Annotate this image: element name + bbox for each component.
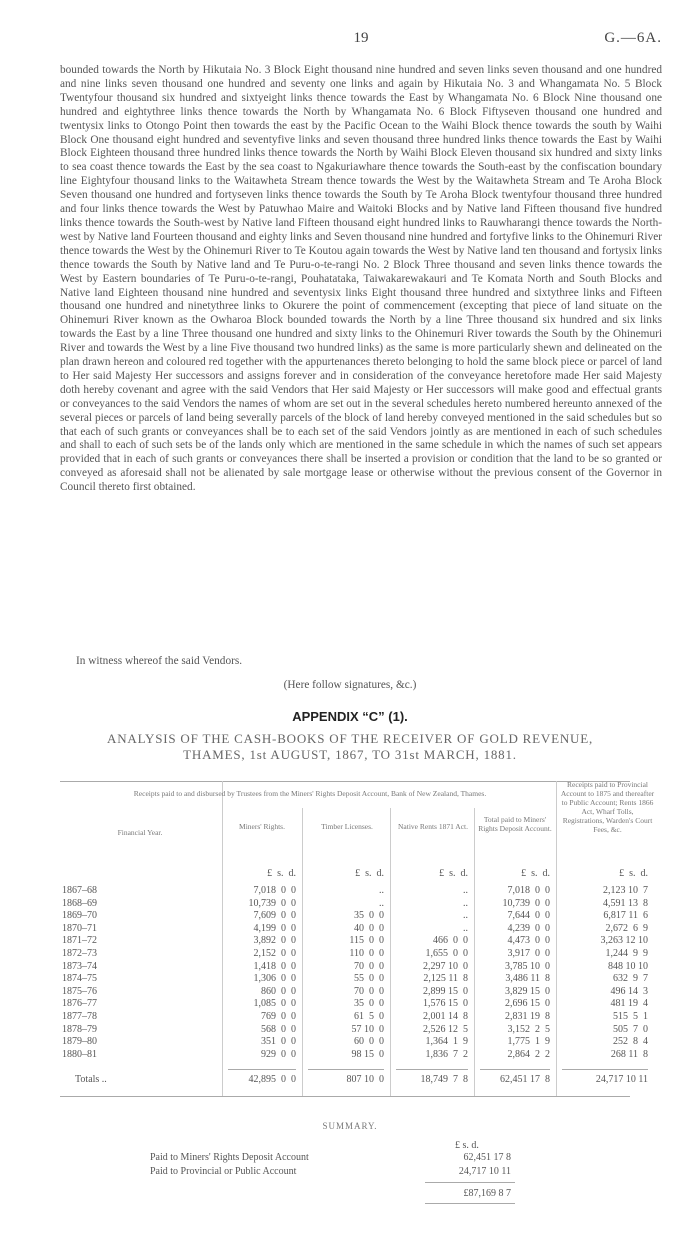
year-cell: 1874–75 [62, 973, 97, 985]
native-cell: .. [463, 897, 468, 909]
timber-cell: 57 10 0 [351, 1023, 384, 1035]
provincial-cell: 515 5 1 [613, 1011, 648, 1022]
timber-cell: 110 0 0 [349, 948, 384, 959]
deed-paragraph: bounded towards the North by Hikutaia No. 3 Block Eight thousand nine hundred and seven links seven thousand and one hundred and nine links seven thousand one hundred and seventy one links and again by Hikutaia No. 3 and Whangamata No. 5 Block Twentyfour thousand six hundred and sixtyeight links thence towards the East by Whangamata No. 6 Block Nine thousand one hundred and eightythree links thence towards the North by Whangamata No. 6 Block Fiftyseven thousand one hundred and twentysix links to Otongo Point then towards the east by the Pacific Ocean to the Waihi Block thence towards the south by Waihi Block One thousand eight hundred and seventyfive links and seven thousand three hundred links thence towards the East by Waihi Block Eighteen thousand three hundred links thence towards the North by Waihi Block Eleven thousand six hundred and sixty links to sea coast thence towards the East by the sea coast to Ngakuriawhare thence towards the South-east by the confiscation boundary line Eightyfour thousand links to the Waitawheta Stream thence towards the West by the Waitawheta Stream and Te Aroha Block Seven thousand one hundred and fortyseven links thence towards the South by Te Aroha Block twentyfour thousand three hundred and four links thence towards the West by Patuwhao Maire and Waitoki Blocks and by Native land Fifteen thousand five hundred links thence towards the South-west by Native land Fifteen thousand eight hundred links to Rauwharangi thence towards the North-west by Native land Fourteen thousand and eighty links and Seven thousand nine hundred and fortyfive links to the Ohinemuri River thence towards the West by the Ohinemuri River to Te Koutou again towards the West by Native land ten thousand and fortysix links thence towards the South by Native land and Te Puru-o-te-rangi No. 2 Block Three thousand and seven links thence towards the West by Eastern boundaries of Te Puru-o-te-rangi, Pouhatataka, Taiwakarewakauri and Te Komata North and South Blocks and Native land Eighteen thousand nine hundred and seventysix links Eight thousand three hundred and sixtythree links and Fifteen thousand one hundred and ninetythree links to Okurere the point of commencement (excepting that piece of land situate on the Ohinemuri River known as the Owharoa Block bounded towards the North by a line Three thousand six hundred and six links towards the East by a line Three thousand one hundred and sixty links to the Ohinemuri River towards the South by the Ohinemuri River and towards the West by a line Five thousand two hundred links) as the same is more particularly shewn and delineated on the plan drawn hereon and coloured red together with the appurtenances thereto belonging to hold the same block piece or parcel of land to Her said Majesty Her successors and assigns forever and in consideration of the conveyance heretofore made Her said Majesty doth hereby covenant and agree with the said Vendors that Her said Majesty or Her successors will make good and effectual grants or conveyances to the said Vendors the names of whom are set out in the several schedules hereto numbered hereunto annexed of the several pieces or parcels of land being severally parcels of the block of land hereby conveyed mentioned in the said schedules but so that each of such grants or conveyances shall be to each set of the said Vendors jointly as are mentioned in each of such schedules and shall to each of such sets be of the lands only which are mentioned in the same schedule in which the names of such set appears provided that in each of such grants or conveyances there shall be inserted a provision or condition that the land to be so granted or conveyed as aforesaid shall not be alienated by sale mortgage lease or otherwise without the previous consent of the Governor in Council thereto first obtained. [60, 64, 662, 494]
total-cell: 10,739 0 0 [502, 897, 550, 909]
year-cell: 1872–73 [62, 948, 97, 959]
provincial-cell: 496 14 3 [610, 985, 648, 997]
units-label: £ s. d. [439, 868, 468, 879]
totals-timber-cell: 807 10 0 [346, 1074, 384, 1085]
timber-cell: 60 0 0 [354, 1036, 384, 1048]
miners-cell: 7,018 0 0 [253, 885, 296, 896]
totals-native-cell: 18,749 7 8 [420, 1074, 468, 1085]
miners-cell: 10,739 0 0 [248, 897, 296, 909]
units-label: £ s. d. [355, 868, 384, 879]
summary-rule [425, 1182, 515, 1183]
miners-cell: 860 0 0 [261, 985, 296, 997]
timber-cell: 55 0 0 [354, 973, 384, 985]
native-cell: 2,297 10 0 [423, 960, 468, 972]
native-cell: 466 0 0 [433, 935, 468, 947]
total-column-header: Total paid to Miners' Rights Deposit Account. [478, 815, 552, 833]
totals-rule [396, 1069, 468, 1070]
provincial-cell: 3,263 12 10 [600, 935, 648, 947]
timber-cell: 70 0 0 [354, 960, 384, 972]
analysis-title [40, 731, 660, 763]
native-cell: .. [463, 922, 468, 934]
totals-total-cell: 62,451 17 8 [500, 1074, 550, 1085]
table-top-rule [60, 781, 630, 782]
total-cell: 2,864 2 2 [507, 1048, 550, 1060]
total-cell: 3,785 10 0 [505, 960, 550, 972]
native-column-header: Native Rents 1871 Act. [398, 822, 468, 831]
analysis-title-line-1: ANALYSIS OF THE CASH-BOOKS OF THE RECEIVER OF GOLD REVENUE, [107, 731, 593, 746]
native-cell: 2,001 14 8 [423, 1011, 468, 1022]
year-cell: 1869–70 [62, 910, 97, 922]
year-cell: 1871–72 [62, 935, 97, 947]
total-cell: 7,644 0 0 [507, 910, 550, 922]
miners-cell: 1,306 0 0 [253, 973, 296, 985]
timber-cell: .. [379, 897, 384, 909]
provincial-cell: 632 9 7 [613, 973, 648, 985]
timber-cell: 35 0 0 [354, 998, 384, 1010]
summary-row-value: 62,451 17 8 [463, 1152, 511, 1163]
native-cell: 2,526 12 5 [423, 1023, 468, 1035]
totals-label-cell: Totals .. [75, 1074, 107, 1085]
provincial-cell: 4,591 13 8 [603, 897, 648, 909]
miners-cell: 929 0 0 [261, 1048, 296, 1060]
miners-cell: 7,609 0 0 [253, 910, 296, 922]
miners-cell: 769 0 0 [261, 1011, 296, 1022]
timber-cell: 70 0 0 [354, 985, 384, 997]
totals-miners-cell: 42,895 0 0 [248, 1074, 296, 1085]
deed-text [60, 64, 662, 495]
units-label: £ s. d. [619, 868, 648, 879]
miners-cell: 1,418 0 0 [253, 960, 296, 972]
document-reference: G.—6A. [604, 30, 662, 46]
provincial-column-header: Receipts paid to Provincial Account to 1875 and thereafter to Public Account; Rents 1866 Act, Wharf Tolls, Registrations, Warden's Court Fees, &c. [560, 780, 655, 834]
miners-cell: 3,892 0 0 [253, 935, 296, 947]
total-cell: 4,239 0 0 [507, 922, 550, 934]
year-cell: 1868–69 [62, 897, 97, 909]
page-number: 19 [353, 30, 369, 46]
native-cell: 1,836 7 2 [425, 1048, 468, 1060]
year-cell: 1877–78 [62, 1011, 97, 1022]
year-column-header: Financial Year. [117, 828, 163, 837]
totals-provincial-cell: 24,717 10 11 [595, 1074, 648, 1085]
summary-total: £87,169 8 7 [463, 1188, 511, 1199]
miners-cell: 351 0 0 [261, 1036, 296, 1048]
timber-cell: .. [379, 885, 384, 896]
miners-cell: 2,152 0 0 [253, 948, 296, 959]
total-cell: 2,696 15 0 [505, 998, 550, 1010]
total-cell: 3,486 11 8 [505, 973, 550, 985]
year-cell: 1876–77 [62, 998, 97, 1010]
provincial-cell: 481 19 4 [610, 998, 648, 1010]
year-cell: 1878–79 [62, 1023, 97, 1035]
year-cell: 1875–76 [62, 985, 97, 997]
native-cell: 1,655 0 0 [425, 948, 468, 959]
timber-cell: 115 0 0 [349, 935, 384, 947]
timber-column-header: Timber Licenses. [321, 822, 373, 831]
year-cell: 1879–80 [62, 1036, 97, 1048]
miners-cell: 1,085 0 0 [253, 998, 296, 1010]
summary-row-label: Paid to Provincial or Public Account [150, 1166, 297, 1177]
provincial-cell: 6,817 11 6 [603, 910, 648, 922]
total-cell: 3,829 15 0 [505, 985, 550, 997]
year-cell: 1867–68 [62, 885, 97, 896]
totals-rule [480, 1069, 550, 1070]
native-cell: 2,125 11 8 [423, 973, 468, 985]
timber-cell: 40 0 0 [354, 922, 384, 934]
provincial-cell: 2,672 6 9 [605, 922, 648, 934]
miners-column-header: Miners' Rights. [239, 822, 285, 831]
provincial-cell: 252 8 4 [613, 1036, 648, 1048]
year-cell: 1873–74 [62, 960, 97, 972]
totals-rule [308, 1069, 384, 1070]
total-cell: 1,775 1 9 [507, 1036, 550, 1048]
total-cell: 2,831 19 8 [505, 1011, 550, 1022]
units-label: £ s. d. [267, 868, 296, 879]
provincial-cell: 268 11 8 [610, 1048, 648, 1060]
provincial-cell: 2,123 10 7 [603, 885, 648, 896]
miners-cell: 568 0 0 [261, 1023, 296, 1035]
year-cell: 1880–81 [62, 1048, 97, 1060]
summary-units: £ s. d. [455, 1140, 479, 1151]
provincial-cell: 1,244 9 9 [605, 948, 648, 959]
native-cell: 1,364 1 9 [425, 1036, 468, 1048]
timber-cell: 61 5 0 [354, 1011, 384, 1022]
provincial-cell: 505 7 0 [613, 1023, 648, 1035]
units-label: £ s. d. [521, 868, 550, 879]
table-bottom-rule [60, 1096, 630, 1097]
timber-cell: 98 15 0 [351, 1048, 384, 1060]
totals-rule [562, 1069, 648, 1070]
native-cell: .. [463, 885, 468, 896]
total-cell: 3,152 2 5 [507, 1023, 550, 1035]
total-cell: 3,917 0 0 [507, 948, 550, 959]
miners-cell: 4,199 0 0 [253, 922, 296, 934]
page-header [60, 30, 662, 50]
witness-line: In witness whereof the said Vendors. [76, 655, 243, 667]
appendix-title: APPENDIX “C” (1). [292, 709, 408, 724]
native-cell: 2,899 15 0 [423, 985, 468, 997]
receipts-group-header: Receipts paid to and disbursed by Trustees from the Miners' Rights Deposit Account, Bank of New Zealand, Thames. [133, 789, 487, 798]
summary-title: SUMMARY. [322, 1121, 378, 1131]
native-cell: 1,576 15 0 [423, 998, 468, 1010]
summary-double-rule [425, 1203, 515, 1204]
summary-row-value: 24,717 10 11 [458, 1166, 511, 1177]
summary-row-label: Paid to Miners' Rights Deposit Account [150, 1152, 309, 1163]
native-cell: .. [463, 910, 468, 922]
timber-cell: 35 0 0 [354, 910, 384, 922]
provincial-cell: 848 10 10 [608, 960, 648, 972]
signatures-line: (Here follow signatures, &c.) [283, 679, 417, 691]
total-cell: 4,473 0 0 [507, 935, 550, 947]
year-cell: 1870–71 [62, 922, 97, 934]
total-cell: 7,018 0 0 [507, 885, 550, 896]
totals-rule [228, 1069, 296, 1070]
analysis-title-line-2: THAMES, 1st AUGUST, 1867, TO 31st MARCH, 1881. [183, 747, 517, 762]
